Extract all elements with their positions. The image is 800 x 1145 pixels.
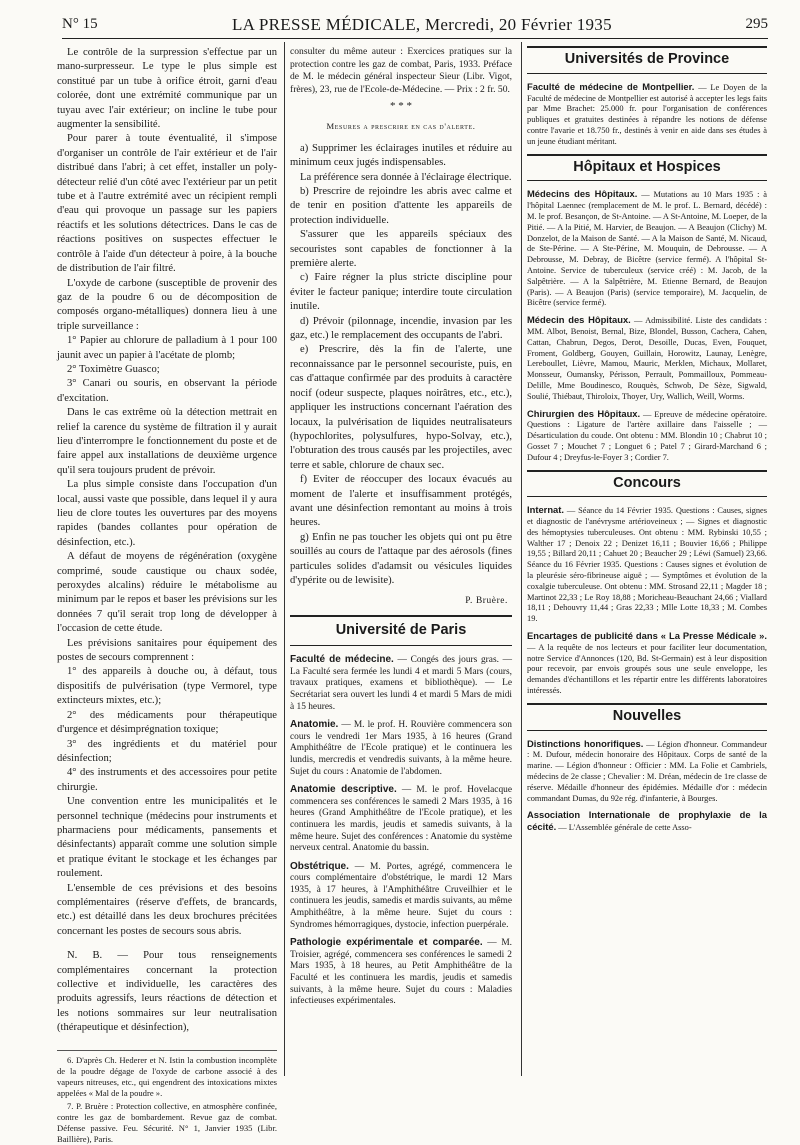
item-heading: Faculté de médecine. bbox=[290, 654, 394, 666]
news-item bbox=[290, 937, 512, 1008]
paragraph: c) Faire régner la plus stricte discipline pour éviter le facteur panique; interdire toute circulation inutile. bbox=[290, 272, 512, 313]
item-heading: Obstétrique. bbox=[290, 860, 349, 872]
section-heading-text: Nouvelles bbox=[612, 707, 682, 724]
section-heading bbox=[527, 703, 767, 731]
footnote: 7. P. Bruère : Protection collective, en atmosphère confinée, contre les gaz de bombardement. Revue gaz de combat. Défense passive. Feu. Sécurité. N° 1, Janvier 1935 (Libr. Baillière), Paris. bbox=[57, 1100, 277, 1144]
paragraph: A défaut de moyens de régénération (oxygène comprimé, soude caustique ou chaux sodée, peroxydes alcalins) réduire le métabolisme au minimum par le repos et baser les prévisions sur les données 7 qu'il serait trop long de développer à l'occasion de cette étude. bbox=[57, 551, 277, 635]
item-text: — Légion d'honneur. Commandeur : M. Dufour, médecin honoraire des Hôpitaux. Corps de santé de la marine. — Légion d'honneur : Officier : MM. La Folie et Cambriels, médecins de 2e classe ; Chevalier : M. Dréan, médecin de 1re classe de réserve. Médaille d'honneur des épidémies. Médaille d'or : médecin commandant Dumas, du 92e rég. d'infanterie, à Bourges. bbox=[527, 739, 767, 803]
item-text: — Epreuve de médecine opératoire. Questions : Ligature de l'artère axillaire dans l'aisselle ; — Désarticulation du coude. Ont obtenu : MM. Blondin 10 ; Chabrut 10 ; Gosset 7 ; Mouchet 7 ; Longuet 6 ; Patel 7 ; Girard-Marchand 6 ; Dufour 4 ; Dreyfus-le-Foyer 3 ; Cordier 7. bbox=[527, 409, 767, 462]
news-item bbox=[527, 315, 767, 402]
paragraph: L'oxyde de carbone (susceptible de provenir des gaz de la poudre 6 ou de décomposition de composés organo-métalliques) donnera lieu à une triple surveillance : bbox=[57, 277, 277, 332]
footnote: 6. D'après Ch. Hederer et N. Istin la combustion incomplète de la poudre dégage de l'oxyde de carbone associé à des vapeurs nitreuses, etc., qui engendrent des intoxications mixtes appelées « Mal de la poudre ». bbox=[57, 1054, 277, 1098]
paragraph: S'assurer que les appareils spéciaux des secouristes sont capables de fonctionner à la première alerte. bbox=[290, 229, 512, 270]
paragraph: 2° Toximètre Guasco; bbox=[67, 363, 160, 375]
paragraph: Une convention entre les municipalités et le personnel technique (médecins pour instruments et pharmaciens pour médicaments, pansements et désinfectants) apparaît comme une solution simple et pratique évitant le stockage et les échanges par roulement. bbox=[57, 796, 277, 880]
paragraph: a) Supprimer les éclairages inutiles et réduire au minimum ceux jugés indispensables. bbox=[290, 142, 512, 169]
item-heading: Médecins des Hôpitaux. bbox=[527, 188, 638, 200]
paragraph: 1° Papier au chlorure de palladium à 1 pour 100 jaunit avec un papier à l'acétate de plomb; bbox=[57, 335, 277, 361]
paragraph: g) Enfin ne pas toucher les objets qui ont pu être souillés au cours de l'attaque par des aérosols (fines particules solides d'adamsit ou vésicules liquides d'ypérite ou de lewisite). bbox=[290, 531, 512, 586]
author-signature: P. Bruère. bbox=[465, 596, 508, 607]
item-text: — L'Assemblée générale de cette Asso- bbox=[556, 823, 692, 833]
item-text: — M. le prof. Hovelacque commencera ses conférences le samedi 2 Mars 1935, à 16 heures (Grand Amphithéâtre de l'Ecole pratique), et les continuera les mardis, jeudis et samedis suivants, à la même heure. Sujet des conférences : Anatomie du système nerveux central. Anatomie du bassin. bbox=[290, 785, 513, 854]
item-heading: Médecin des Hôpitaux. bbox=[527, 314, 631, 326]
item-heading: Distinctions honorifiques. bbox=[527, 737, 644, 749]
news-item bbox=[290, 784, 512, 855]
item-text: — Le Doyen de la Faculté de médecine de Montpellier est autorisé à accepter les legs faits par Mme Brachet: 25.000 fr. pour l'organisation de conférences publiques et gratuites destinées à répandre les notions de défense contre l'avarie et 18.750 fr., destinés à venir en aide dans ses études à un jeune étudiant méritant. bbox=[527, 82, 767, 146]
section-heading-text: Hôpitaux et Hospices bbox=[573, 158, 721, 175]
paragraph: 3° des ingrédients et du matériel pour désinfection; bbox=[57, 738, 277, 764]
section-heading-text: Concours bbox=[613, 474, 681, 491]
paragraph: consulter du même auteur : Exercices pratiques sur la protection contre les gaz de combat, Paris, 1933. Préface de M. le médecin général inspecteur Sieur (Libr. Vigot, frères), 23, rue de l'Ecole-de-Médecine. — Prix : 2 fr. 50. bbox=[290, 46, 512, 95]
item-heading: Faculté de médecine de Montpellier. bbox=[527, 80, 695, 92]
paragraph: 2° des médicaments pour thérapeutique d'urgence et désimprégnation toxique; bbox=[57, 709, 277, 736]
item-text: — Admissibilité. Liste des candidats : MM. Albot, Benoist, Bernal, Bize, Blondel, Busson, Cachera, Cahen, Cattan, Chabrun, Degos, Derot, Desoille, Ducas, Even, Fouquet, Froment, Goldberg, Gouyen, Guillain, Horowitz, Launay, Lenègre, Lereboullet, Lièvre, Mamou, Mauric, Merklen, Michaux, Mollaret, Monsseur, Oumansky, Périsson, Perrault, Pommailloux, Pommeau-Delille, Mme Boudinesco, Rouquès, Schwob, De Sèze, Sigwald, Soulié, Thiébaut, Thiroloix, Thoyer, Ury, Wallich, Weill, Worms. bbox=[527, 316, 767, 401]
news-item bbox=[527, 739, 767, 805]
paragraph: L'ensemble de ces prévisions et des besoins complémentaires (réserve d'effets, de brancards, etc.) est détaillé dans les deux brochures précitées concernant les postes de secours sous abris. bbox=[57, 882, 277, 937]
item-text: — Séance du 14 Février 1935. Questions : Causes, signes et diagnostic de l'anévrysme artérioveineux ; — Signes et diagnostic des hémoptysies tuberculeuses. Ont obtenu : MM. Rybinski 10,55 ; Walther 17 ; Denoix 22 ; Denizet 16,11 ; Bouvier 16,66 ; Philippe 19,55 ; Billard 20,11 ; Cahuet 20 ; Beaucher 29 ; Léwi (Samuel) 23,66. Séance du 16 Février 1935. Questions : Causes signes et évolution de la pleurésie séro-fibrineuse aiguë ; — Symptômes et évolution de la coxalgie tuberculeuse. Ont obtenu : MM. Strosand 22,11 ; Magder 18 ; Martinot 22,33 ; Le Roy 18,88 ; Moricheau-Beauchant 24,66 ; Viallard 18,11 ; Dehouvry 11,44 ; Gras 22,33 ; Mlle Lotte 18,33 ; M. Combes 19. bbox=[527, 506, 767, 624]
item-heading: Pathologie expérimentale et comparée. bbox=[290, 937, 483, 949]
paragraph: e) Prescrire, dès la fin de l'alerte, une reconnaissance par le personnel secouriste, puis, en cas d'attaque confirmée par des produits à caractère nocif (odeur suspecte, plaques noirâtres, etc., etc.), appliquer les instructions concernant l'aération des locaux, la pulvérisation de liquides neutralisateurs (hypochlorites, polysulfures, hypo-Solvay, etc.), l'obturation des trous causés par les projectiles, avec terre et sable, chlorure de chaux sec. bbox=[290, 344, 512, 471]
column-divider bbox=[521, 42, 522, 1076]
section-heading bbox=[527, 46, 767, 74]
news-item bbox=[290, 654, 512, 713]
section-title: Mesures a prescrire en cas d'alerte. bbox=[326, 121, 476, 132]
paragraph: Les prévisions sanitaires pour équipement des postes de secours comprennent : bbox=[57, 637, 277, 664]
item-text: — Mutations au 10 Mars 1935 : à l'hôpital Laennec (remplacement de M. le prof. L. Bernard, décédé) : M. le prof. Besançon, de St-Antoine. — A St-Antoine, M. Loeper, de la Pitié. — A la Pitié, M. Harvier, de Beaujon. — A Beaujon (Clichy) M. Donzelot, de la Maison de Santé. — A la Maison de Santé, M. Nicaud, de Ste-Périne. — A Ste-Périne, M. Mouquin, de Debrousse. — A Debrousse, M. Debray, de Bicêtre (service fermé). A l'hôpital St-Antoine. Service de tuberculeux (service créé) : M. Jacob, de la Salpêtrière. — A la Salpêtrière, M. Etienne Bernard, de Beaujon (Paris). — A Beaujon (Paris) (service temporaire), M. Jacquelin, de Bicêtre (service fermé). bbox=[527, 190, 767, 308]
news-item bbox=[527, 631, 767, 697]
item-heading: Anatomie descriptive. bbox=[290, 784, 397, 796]
item-heading: Anatomie. bbox=[290, 719, 339, 731]
page-header bbox=[62, 16, 768, 39]
paragraph: Dans le cas extrême où la détection mettrait en relief la carence du système de filtration il y aurait lieu d'interrompre le fonctionnement du poste et de faire appel aux installations de deuxième urgence qu'il sera toujours prudent de prévoir. bbox=[57, 407, 277, 476]
news-item bbox=[290, 861, 512, 932]
paragraph: N. B. — Pour tous renseignements complémentaires concernant la protection collective et individuelle, les caractères des produits agressifs, leurs réactions de détection et les notions sommaires sur leur neutralisation (thérapeutique et désinfection), bbox=[57, 950, 277, 1034]
section-heading bbox=[527, 154, 767, 182]
section-heading-text: Université de Paris bbox=[335, 621, 467, 638]
column-middle bbox=[290, 46, 512, 1074]
paragraph: 4° des instruments et des accessoires pour petite chirurgie. bbox=[57, 767, 277, 793]
paragraph: La plus simple consiste dans l'occupation d'un local, aussi vaste que possible, dans lequel il y aura lieu de clore toutes les ouvertures par des moyens rapides (bandes collantes pour opération de désinfection, etc.). bbox=[57, 479, 277, 548]
news-item bbox=[527, 82, 767, 148]
page-number: 295 bbox=[745, 16, 768, 32]
journal-title: LA PRESSE MÉDICALE, Mercredi, 20 Février 1935 bbox=[232, 15, 612, 34]
section-heading bbox=[527, 470, 767, 498]
paragraph: 3° Canari ou souris, en observant la période d'excitation. bbox=[57, 378, 277, 404]
section-heading bbox=[290, 615, 512, 646]
item-text: — Congés des jours gras. — La Faculté sera fermée les lundi 4 et mardi 5 Mars (cours, travaux pratiques, examens et bibliothèque). — Le Secrétariat sera ouvert les lundi 4 et mardi 5 Mars de midi à 15 heures. bbox=[290, 655, 512, 712]
item-heading: Chirurgien des Hôpitaux. bbox=[527, 407, 641, 419]
news-item bbox=[527, 189, 767, 309]
paragraph: b) Prescrire de rejoindre les abris avec calme et de tenir en position d'attente les appareils de protection individuelle. bbox=[290, 186, 512, 226]
news-item bbox=[527, 810, 767, 834]
paragraph: La préférence sera donnée à l'éclairage électrique. bbox=[300, 171, 512, 183]
news-item bbox=[290, 719, 512, 778]
item-text: — M. le prof. H. Rouvière commencera son cours le vendredi 1er Mars 1935, à 16 heures (Grand Amphithéâtre de l'Ecole pratique) et le continuera les lundis, mercredis et vendredis suivants, à la même heure. Sujet du cours : Anatomie de l'abdomen. bbox=[290, 720, 512, 777]
item-heading: Encartages de publicité dans « La Presse Médicale ». bbox=[527, 630, 767, 642]
issue-number: N° 15 bbox=[62, 16, 98, 32]
item-text: — M. Portes, agrégé, commencera le cours complémentaire d'obstétrique, le mardi 12 Mars 1935, à 17 heures, à l'Amphithéâtre Cruveilhier et le continuera les jeudis, samedis et mardis suivants, au même Amphithéâtre, à la même heure. Sujet du cours : Syndromes hémorragiques, dystocie, infection puerpérale. bbox=[290, 861, 512, 930]
section-separator: * * * bbox=[390, 100, 412, 113]
paragraph: f) Eviter de réoccuper des locaux évacués au moment de l'alerte et insuffisamment protégés, avant une désinfection remontant au moins à trois heures. bbox=[290, 474, 512, 529]
footnotes bbox=[57, 1050, 277, 1145]
paragraph: Le contrôle de la surpression s'effectue par un mano-surpresseur. Le type le plus simple est constitué par un tube à orifice étroit, garni d'eau colorée, dont une extrémité communique par un tuyau avec l'air extérieur; on incline le tube pour augmenter la sensibilité. bbox=[57, 47, 277, 131]
paragraph: Pour parer à toute éventualité, il s'impose d'organiser un contrôle de l'air extérieur et de l'air distribué dans l'abri; à cet effet, installer un poly-détecteur relié d'un côté avec l'extérieur par un petit tube et à l'autre extrémité avec un récipient rempli d'eau qui provoque un passage sur les papiers réactifs et les solutions détectrices. Dans le cas de réactions positives on suspectes effectuer le contrôle à l'aide d'un détecteur à poire, à la bouche de distribution de l'air filtré. bbox=[57, 133, 277, 275]
paragraph: d) Prévoir (pilonnage, incendie, invasion par les gaz, etc.) le remplacement des occupants de l'abri. bbox=[290, 315, 512, 342]
column-left bbox=[57, 46, 277, 1144]
item-text: — M. Troisier, agrégé, commencera ses conférences le samedi 2 Mars 1935, à 18 heures, au Petit Amphithéâtre de la Faculté et les continuera les mardis, jeudis et samedis suivants, à la même heure. Sujet du cours : Maladies infectieuses expérimentales. bbox=[290, 938, 513, 1007]
item-heading: Association Internationale de prophylaxie de la cécité. bbox=[527, 809, 767, 833]
section-heading-text: Universités de Province bbox=[564, 51, 730, 67]
paragraph: 1° des appareils à douche ou, à défaut, tous dispositifs de pulvérisation (type Vermorel, type extincteurs mixtes, etc.); bbox=[57, 666, 277, 707]
column-right bbox=[527, 46, 767, 1074]
column-divider bbox=[284, 42, 285, 1076]
news-item bbox=[527, 409, 767, 464]
item-text: — A la requête de nos lecteurs et pour faciliter leur documentation, notre Service d'Annonces (120, Bd. St-Germain) est à leur disposition pour recevoir, par envois groupés sous une seule enveloppe, les demandes d'échantillons et les répartir entre les différents laboratoires intéressés. bbox=[527, 642, 767, 696]
item-heading: Internat. bbox=[527, 504, 564, 516]
news-item bbox=[527, 505, 767, 625]
